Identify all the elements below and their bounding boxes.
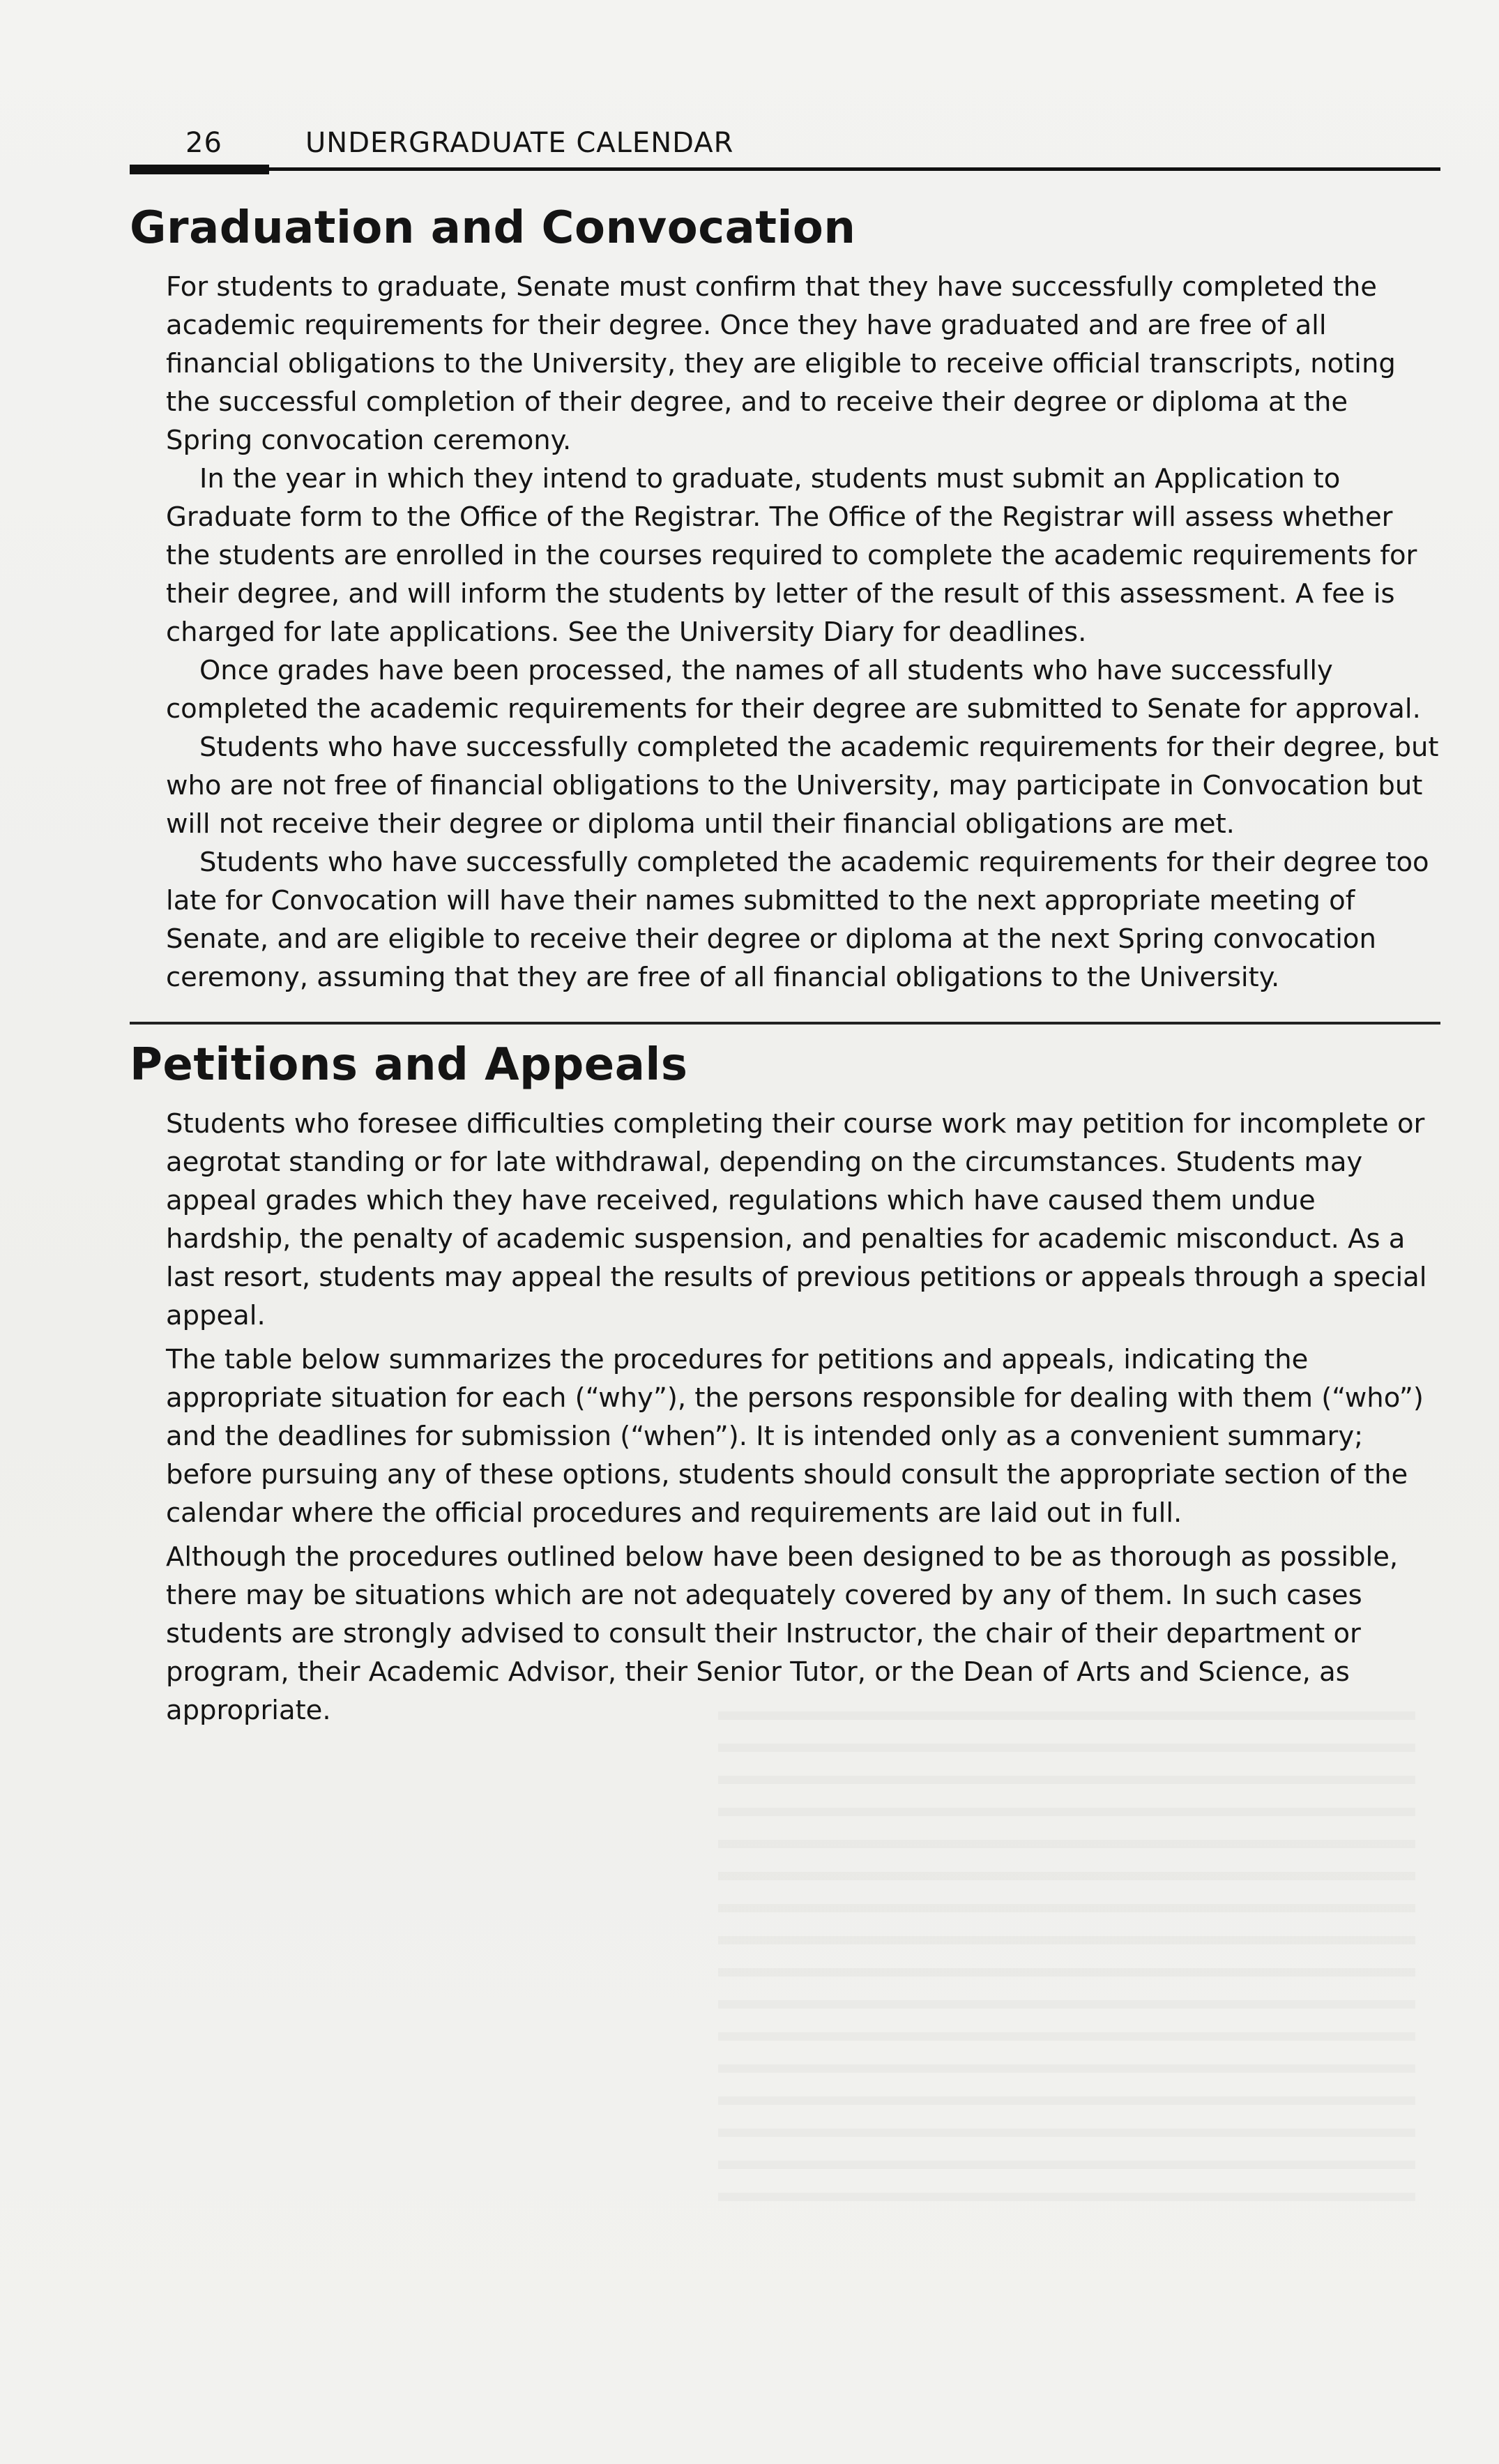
graduation-paragraph: Students who have successfully completed the academic requirements for their degree, but who are not free of financial obligations to the University, may participate in Convocation but will not receive their degree or diploma until their financial obligations are met.: [166, 732, 1439, 840]
petitions-paragraph: The table below summarizes the procedures for petitions and appeals, indicating the appropriate situation for each (“why”), the persons responsible for dealing with them (“who”) and the deadlines for submission (“when”). It is intended only as a convenient summary; before pursuing any of these options, students should consult the appropriate section of the calendar where the official procedures and requirements are laid out in full.: [166, 1344, 1424, 1529]
graduation-paragraph: Students who have successfully completed the academic requirements for their degree too late for Convocation will have their names submitted to the next appropriate meeting of Senate, and are eligible to receive their degree or diploma at the next Spring convocation ceremony, assuming that they are free of all financial obligations to the University.: [166, 847, 1429, 993]
graduation-body: [166, 268, 1439, 997]
graduation-paragraph: For students to graduate, Senate must confirm that they have successfully completed the academic requirements for their degree. Once they have graduated and are free of all financial obligations to the University, they are eligible to receive official transcripts, noting the successful completion of their degree, and to receive their degree or diploma at the Spring convocation ceremony.: [166, 271, 1396, 456]
graduation-paragraph: Once grades have been processed, the names of all students who have successfully completed the academic requirements for their degree are submitted to Senate for approval.: [166, 655, 1421, 725]
section-title-petitions: Petitions and Appeals: [130, 1039, 688, 1091]
page-number: 26: [185, 127, 222, 159]
petitions-paragraph: Although the procedures outlined below have been designed to be as thorough as possible, there may be situations which are not adequately covered by any of them. In such cases students are strongly advised to consult their Instructor, the chair of their department or program, their Academic Advisor, their Senior Tutor, or the Dean of Arts and Science, as appropriate.: [166, 1541, 1399, 1726]
section-title-graduation: Graduation and Convocation: [130, 202, 856, 254]
graduation-paragraph: In the year in which they intend to graduate, students must submit an Application to Graduate form to the Office of the Registrar. The Office of the Registrar will assess whether the students are enrolled in the courses required to complete the academic requirements for their degree, and will inform the students by letter of the result of this assessment. A fee is charged for late applications. See the University Diary for deadlines.: [166, 463, 1417, 648]
section-divider: [130, 1022, 1440, 1025]
header-rule-thin: [269, 167, 1440, 171]
show-through-texture: [718, 1688, 1415, 2218]
header-rule-thick: [130, 165, 269, 174]
page-header: [130, 123, 1440, 172]
petitions-body: [166, 1105, 1439, 1730]
running-title: UNDERGRADUATE CALENDAR: [305, 127, 734, 159]
petitions-paragraph: Students who foresee difficulties completing their course work may petition for incomplete or aegrotat standing or for late withdrawal, depending on the circumstances. Students may appeal grades which they have received, regulations which have caused them undue hardship, the penalty of academic suspension, and penalties for academic misconduct. As a last resort, students may appeal the results of previous petitions or appeals through a special appeal.: [166, 1108, 1427, 1331]
